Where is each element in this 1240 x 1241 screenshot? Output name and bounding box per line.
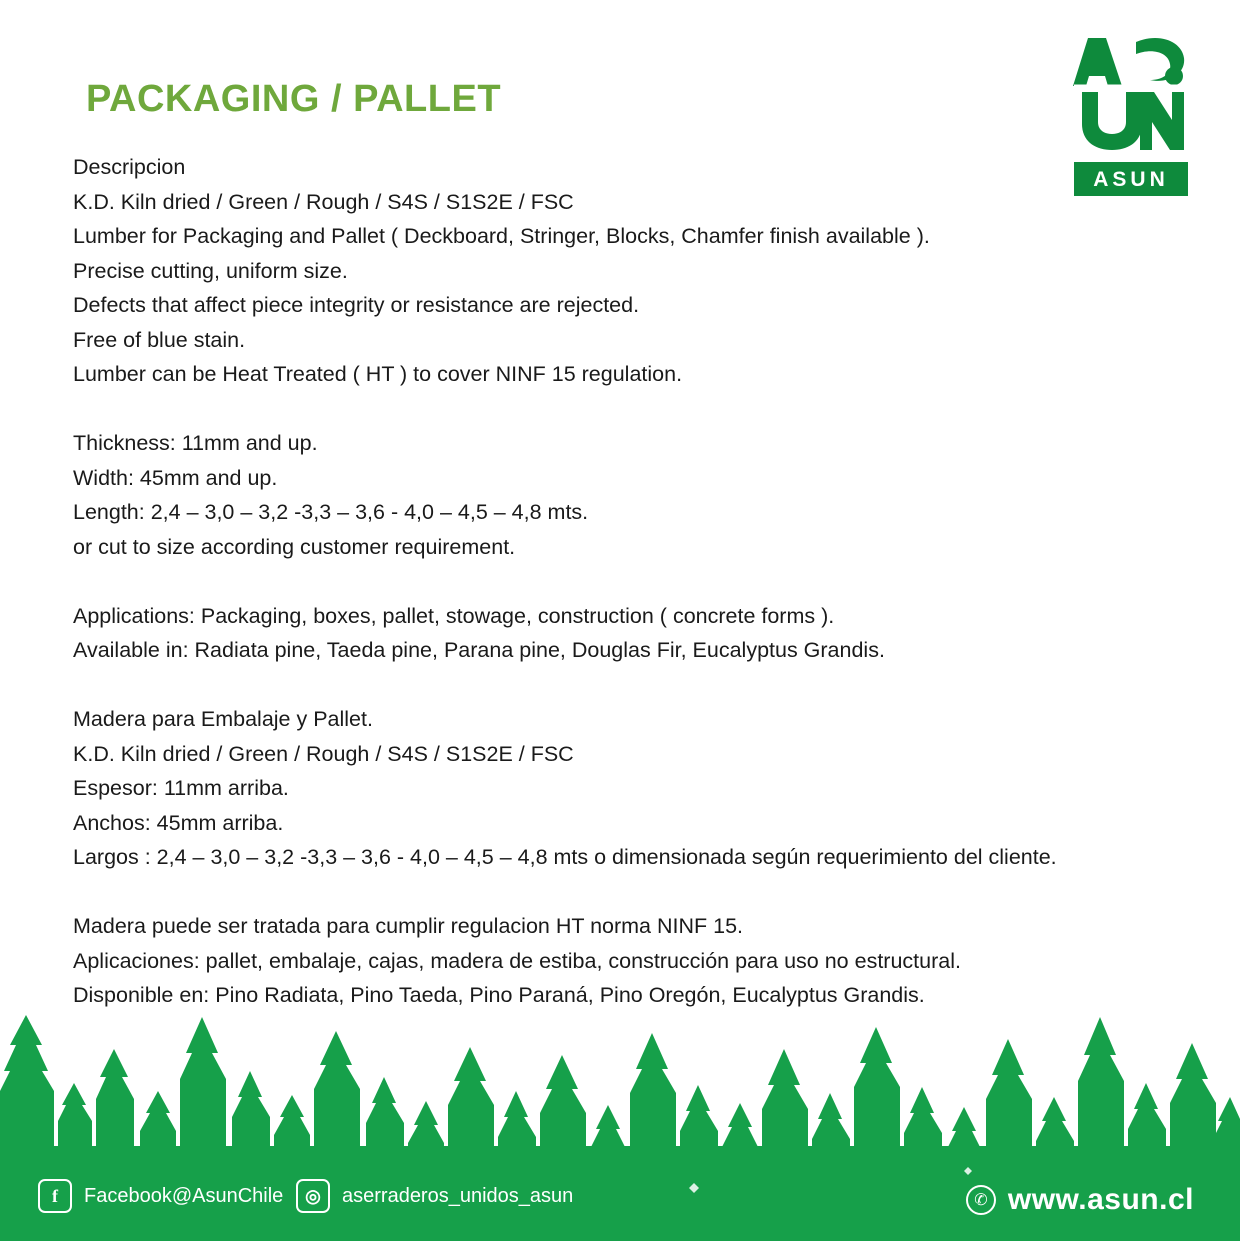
instagram-link[interactable] [296,1179,573,1213]
text-line: Free of blue stain. [73,327,246,352]
website-label: www.asun.cl [1007,1183,1194,1216]
text-line: Madera para Embalaje y Pallet. [73,707,373,731]
text-line: Applications: Packaging, boxes, pallet, stowage, construction ( concrete forms ). [73,603,835,628]
text-line: K.D. Kiln dried / Green / Rough / S4S / S1S2E / FSC [73,741,574,766]
text-line: Disponible en: Pino Radiata, Pino Taeda, Pino Paraná, Pino Oregón, Eucalyptus Grandis. [73,983,925,1007]
facebook-label: Facebook@AsunChile [84,1184,284,1207]
text-line: Lumber can be Heat Treated ( HT ) to cover NINF 15 regulation. [73,362,683,386]
text-spacer [73,392,1240,427]
text-spacer [73,875,1240,910]
facebook-icon: f [38,1179,72,1213]
instagram-icon: ◎ [296,1179,330,1213]
text-line: Thickness: 11mm and up. [73,431,318,455]
facebook-link[interactable] [38,1179,283,1213]
text-line: Width: 45mm and up. [73,465,278,490]
svg-text:ASUN: ASUN [1093,168,1169,191]
text-line: Descripcion [73,155,186,179]
whatsapp-icon: ✆ [966,1185,996,1215]
text-line: Precise cutting, uniform size. [73,258,348,283]
text-line: K.D. Kiln dried / Green / Rough / S4S / S1S2E / FSC [73,189,574,214]
text-spacer [73,564,1240,599]
text-line: Available in: Radiata pine, Taeda pine, Parana pine, Douglas Fir, Eucalyptus Grandis. [73,638,885,662]
text-spacer [73,668,1240,703]
text-line: Anchos: 45mm arriba. [73,810,284,835]
text-line: Lumber for Packaging and Pallet ( Deckboard, Stringer, Blocks, Chamfer finish available ). [73,224,930,248]
footer-contact-row [0,1149,1240,1241]
description-block [73,150,1240,1013]
instagram-label: aserraderos_unidos_asun [342,1184,574,1207]
text-line: Madera puede ser tratada para cumplir regulacion HT norma NINF 15. [73,914,744,938]
text-line: Espesor: 11mm arriba. [73,776,289,800]
text-line: Largos : 2,4 – 3,0 – 3,2 -3,3 – 3,6 - 4,0 – 4,5 – 4,8 mts o dimensionada según requerimiento del cliente. [73,845,1057,869]
text-line: or cut to size according customer requirement. [73,534,516,559]
website-link[interactable] [966,1183,1194,1217]
text-line: Length: 2,4 – 3,0 – 3,2 -3,3 – 3,6 - 4,0 – 4,5 – 4,8 mts. [73,500,589,524]
text-line: Defects that affect piece integrity or resistance are rejected. [73,293,640,317]
text-line: Aplicaciones: pallet, embalaje, cajas, madera de estiba, construcción para uso no estructural. [73,948,961,973]
page-title: PACKAGING / PALLET [86,78,502,120]
